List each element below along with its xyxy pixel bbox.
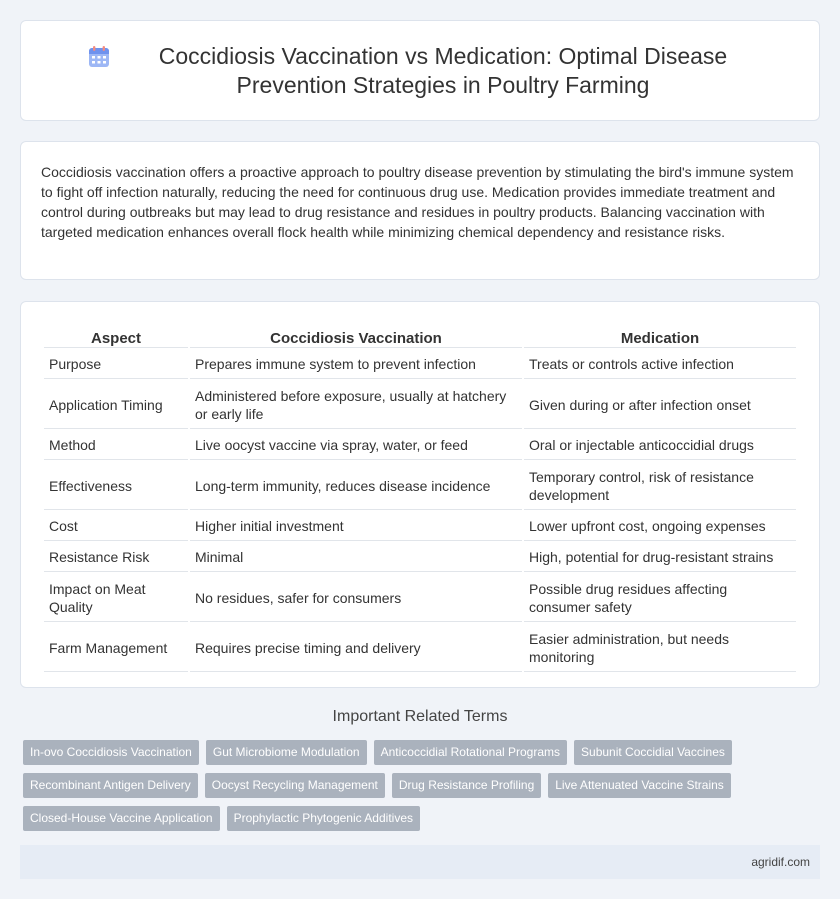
cell-aspect: Farm Management bbox=[44, 624, 188, 672]
cell-aspect: Resistance Risk bbox=[44, 543, 188, 572]
related-term-tag[interactable]: Anticoccidial Rotational Programs bbox=[374, 740, 567, 765]
cell-vaccination: Administered before exposure, usually at hatchery or early life bbox=[190, 381, 522, 429]
page-title: Coccidiosis Vaccination vs Medication: Optimal Disease Prevention Strategies in Poultry Farming bbox=[158, 42, 728, 98]
related-term-tag[interactable]: Live Attenuated Vaccine Strains bbox=[548, 773, 731, 798]
comparison-table bbox=[42, 322, 798, 674]
cell-medication: Treats or controls active infection bbox=[524, 350, 796, 379]
cell-aspect: Cost bbox=[44, 512, 188, 541]
header-medication: Medication bbox=[524, 324, 796, 348]
related-terms-tags bbox=[23, 740, 820, 831]
cell-vaccination: Long-term immunity, reduces disease incidence bbox=[190, 462, 522, 510]
table-row bbox=[44, 431, 796, 460]
cell-medication: High, potential for drug-resistant strains bbox=[524, 543, 796, 572]
header-vaccination: Coccidiosis Vaccination bbox=[190, 324, 522, 348]
cell-aspect: Impact on Meat Quality bbox=[44, 574, 188, 622]
table-header-row bbox=[44, 324, 796, 348]
related-term-tag[interactable]: Gut Microbiome Modulation bbox=[206, 740, 367, 765]
table-row bbox=[44, 624, 796, 672]
related-term-tag[interactable]: Drug Resistance Profiling bbox=[392, 773, 541, 798]
header-inner bbox=[87, 42, 753, 100]
cell-medication: Given during or after infection onset bbox=[524, 381, 796, 429]
table-row bbox=[44, 462, 796, 510]
related-term-tag[interactable]: Recombinant Antigen Delivery bbox=[23, 773, 198, 798]
table-row bbox=[44, 350, 796, 379]
table-row bbox=[44, 381, 796, 429]
cell-vaccination: No residues, safer for consumers bbox=[190, 574, 522, 622]
related-term-tag[interactable]: Prophylactic Phytogenic Additives bbox=[227, 806, 420, 831]
cell-aspect: Purpose bbox=[44, 350, 188, 379]
cell-medication: Temporary control, risk of resistance development bbox=[524, 462, 796, 510]
intro-paragraph: Coccidiosis vaccination offers a proactive approach to poultry disease prevention by stimulating the bird's immune system to fight off infection naturally, reducing the need for continuous drug use. Medication provides immediate treatment and control during outbreaks but may lead to drug resistance and residues in poultry products. Balancing vaccination with targeted medication enhances overall flock health while minimizing chemical dependency and resistance risks. bbox=[41, 164, 794, 240]
table-row bbox=[44, 512, 796, 541]
comparison-table-card bbox=[20, 301, 820, 688]
intro-card bbox=[20, 141, 820, 280]
header-card bbox=[20, 20, 820, 121]
cell-aspect: Method bbox=[44, 431, 188, 460]
footer-site-link[interactable]: agridif.com bbox=[751, 855, 810, 869]
cell-medication: Possible drug residues affecting consumer safety bbox=[524, 574, 796, 622]
header-aspect: Aspect bbox=[44, 324, 188, 348]
calendar-icon bbox=[87, 45, 111, 69]
table-row bbox=[44, 574, 796, 622]
cell-medication: Easier administration, but needs monitoring bbox=[524, 624, 796, 672]
cell-medication: Oral or injectable anticoccidial drugs bbox=[524, 431, 796, 460]
table-row bbox=[44, 543, 796, 572]
related-terms-title: Important Related Terms bbox=[332, 708, 508, 725]
cell-vaccination: Live oocyst vaccine via spray, water, or feed bbox=[190, 431, 522, 460]
cell-vaccination: Requires precise timing and delivery bbox=[190, 624, 522, 672]
cell-vaccination: Higher initial investment bbox=[190, 512, 522, 541]
cell-medication: Lower upfront cost, ongoing expenses bbox=[524, 512, 796, 541]
related-term-tag[interactable]: Subunit Coccidial Vaccines bbox=[574, 740, 732, 765]
related-term-tag[interactable]: Oocyst Recycling Management bbox=[205, 773, 385, 798]
cell-vaccination: Prepares immune system to prevent infection bbox=[190, 350, 522, 379]
cell-aspect: Application Timing bbox=[44, 381, 188, 429]
cell-vaccination: Minimal bbox=[190, 543, 522, 572]
cell-aspect: Effectiveness bbox=[44, 462, 188, 510]
related-term-tag[interactable]: Closed-House Vaccine Application bbox=[23, 806, 220, 831]
footer bbox=[20, 845, 820, 879]
related-term-tag[interactable]: In-ovo Coccidiosis Vaccination bbox=[23, 740, 199, 765]
